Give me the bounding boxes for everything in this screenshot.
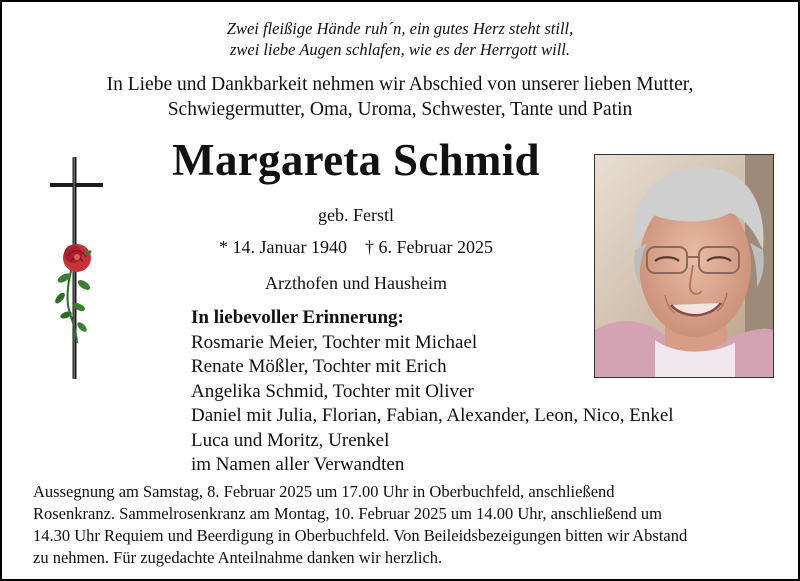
mourner-line: im Namen aller Verwandten <box>191 454 405 475</box>
mourner-line: Angelika Schmid, Tochter mit Oliver <box>191 380 474 402</box>
service-information <box>33 481 776 569</box>
mourner-line: Daniel mit Julia, Florian, Fabian, Alexander, Leon, Nico, Enkel <box>191 405 674 426</box>
mourners-heading: In liebevoller Erinnerung: <box>191 307 404 328</box>
footer-line: Rosenkranz. Sammelrosenkranz am Montag, 10. Februar 2025 um 14.00 Uhr, anschließend um <box>33 504 662 523</box>
intro-text <box>2 72 798 122</box>
intro-line: Schwiegermutter, Oma, Uroma, Schwester, Tante und Patin <box>167 99 633 120</box>
poem-line: zwei liebe Augen schlafen, wie es der Herrgott will. <box>229 40 571 59</box>
mourner-line: Rosmarie Meier, Tochter mit Michael <box>191 331 478 353</box>
footer-line: Aussegnung am Samstag, 8. Februar 2025 um 17.00 Uhr in Oberbuchfeld, anschließend <box>33 482 615 501</box>
footer-line: 14.30 Uhr Requiem und Beerdigung in Oberbuchfeld. Von Beileidsbezeigungen bitten wir Abstand <box>33 526 688 545</box>
death-date: † 6. Februar 2025 <box>365 237 493 257</box>
mourner-line: Luca und Moritz, Urenkel <box>191 429 390 451</box>
deceased-name: Margareta Schmid <box>172 135 540 185</box>
places: Arzthofen und Hausheim <box>265 273 447 293</box>
birth-date: * 14. Januar 1940 <box>219 237 347 257</box>
cross-with-rose-icon <box>46 155 110 383</box>
maiden-name: geb. Ferstl <box>318 205 394 225</box>
footer-line: zu nehmen. Für zugedachte Anteilnahme danken wir herzlich. <box>33 548 443 567</box>
poem <box>2 18 798 60</box>
mourners-list <box>191 306 674 478</box>
mourner-line: Renate Mößler, Tochter mit Erich <box>191 356 447 377</box>
intro-line: In Liebe und Dankbarkeit nehmen wir Abschied von unserer lieben Mutter, <box>106 74 694 95</box>
poem-line: Zwei fleißige Hände ruh´n, ein gutes Herz steht still, <box>226 19 574 38</box>
